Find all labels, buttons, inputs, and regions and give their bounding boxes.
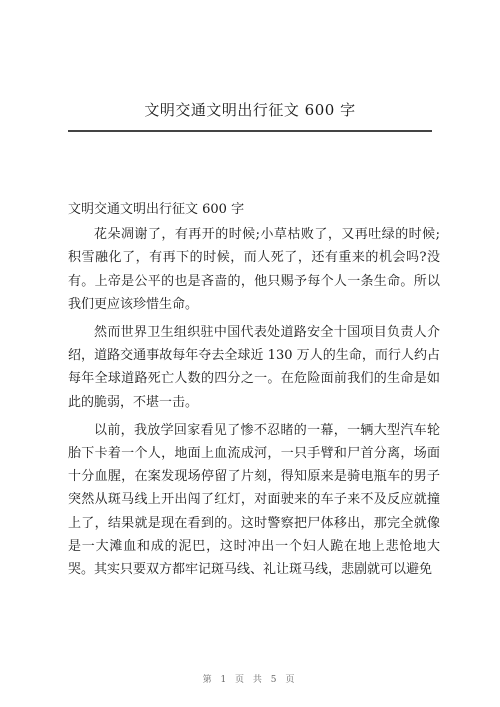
- page-title: 文明交通文明出行征文 600 字: [144, 101, 356, 119]
- page-number: 第 1 页 共 5 页: [202, 675, 298, 685]
- document-heading: 文明交通文明出行征文 600 字: [68, 202, 245, 217]
- document-body: [68, 198, 440, 586]
- paragraph: 花朵凋谢了，有再开的时候;小草枯败了，又再吐绿的时候;积雪融化了，有再下的时候，而人死了，还有重来的机会吗?没有。上帝是公平的也是吝啬的，他只赐予每个人一条生命。所以我们更应该珍惜生命。: [68, 227, 440, 312]
- paragraph: 以前，我放学回家看见了惨不忍睹的一幕，一辆大型汽车轮胎下卡着一个人，地面上血流成河，一只手臂和尸首分离，场面十分血腥，在案发现场停留了片刻，得知原来是骑电瓶车的男子突然从斑马线上开出闯了红灯，对面驶来的车子来不及反应就撞上了，结果就是现在看到的。这时警察把尸体移出，那完全就像是一大滩血和成的泥巴，这时冲出一个妇人跪在地上悲怆地大哭。其实只要双方都牢记斑马线、礼让斑马线，悲剧就可以避免: [68, 422, 440, 578]
- title-divider: [68, 130, 432, 132]
- paragraph: 然而世界卫生组织驻中国代表处道路安全十国项目负责人介绍，道路交通事故每年夺去全球近 130 万人的生命，而行人约占每年全球道路死亡人数的四分之一。在危险面前我们的生命是如此的脆弱，不堪一击。: [68, 325, 440, 410]
